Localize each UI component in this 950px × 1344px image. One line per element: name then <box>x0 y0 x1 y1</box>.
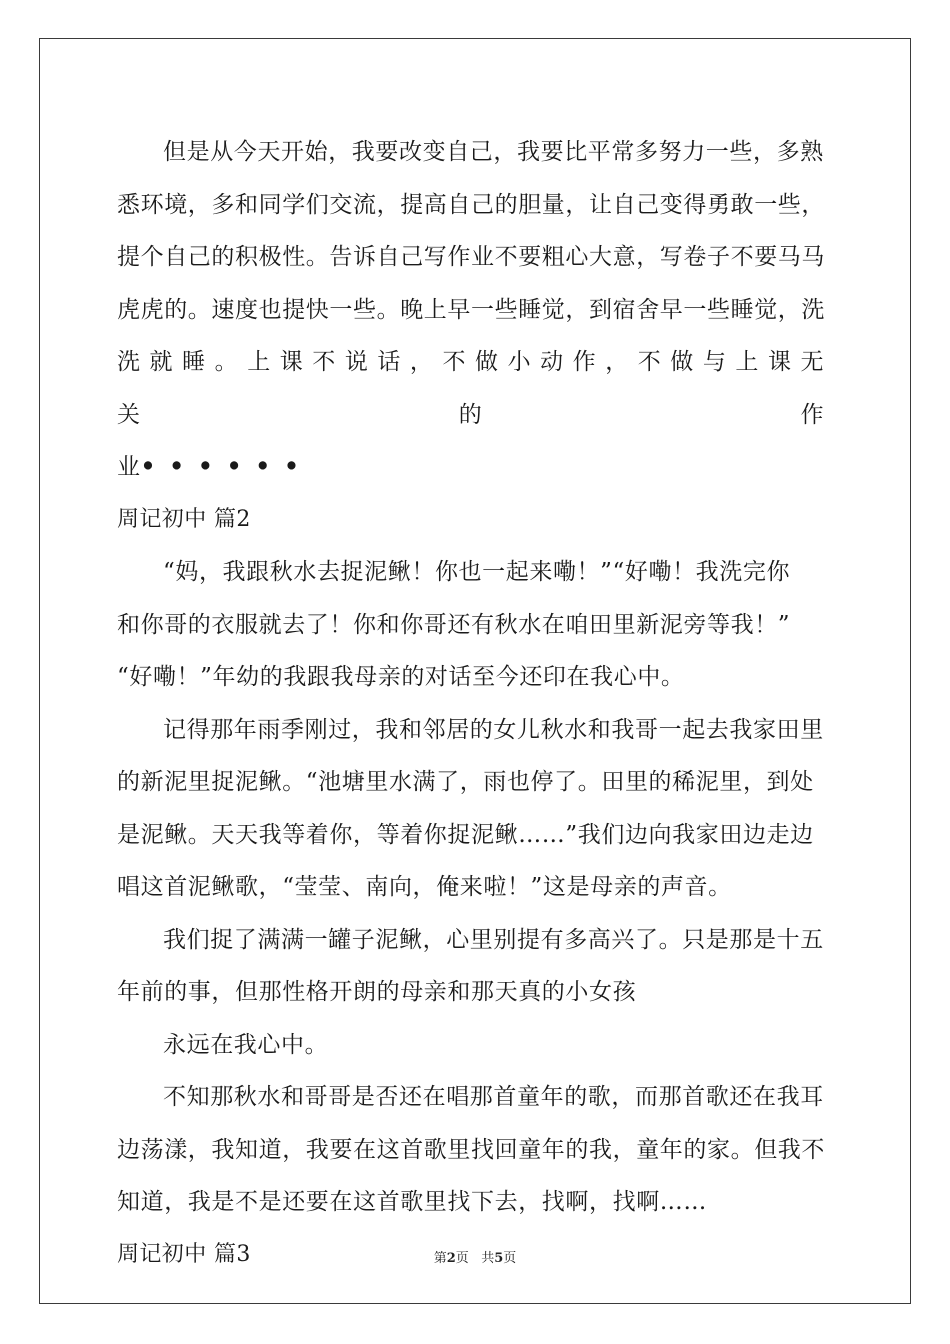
text-line: 不知那秋水和哥哥是否还在唱那首童年的歌，而那首歌还在我耳 <box>163 1084 824 1110</box>
text-line: 但是从今天开始，我要改变自己，我要比平常多努力一些，多熟 <box>163 139 824 165</box>
text-line: 和你哥的衣服就去了！你和你哥还有秋水在咱田里新泥旁等我！” <box>117 611 791 638</box>
text-line-ending <box>117 441 833 494</box>
page-footer <box>0 1247 950 1266</box>
ellipsis-dots: •••••• <box>140 453 313 480</box>
text-line: 洗就睡。上课不说话，不做小动作，不做与上课无关的作 <box>117 349 833 428</box>
text-line: 记得那年雨季刚过，我和邻居的女儿秋水和我哥一起去我家田里 <box>163 716 824 743</box>
footer-mid: 页 共 <box>455 1251 495 1266</box>
paragraph-forever <box>117 1019 833 1072</box>
section-heading-3: 周记初中 篇3 <box>117 1241 251 1267</box>
paragraph-memory <box>117 704 833 914</box>
text-line: 悉环境，多和同学们交流，提高自己的胆量，让自己变得勇敢一些， <box>117 191 825 218</box>
footer-page-number: 2 <box>446 1251 456 1266</box>
text-line: 年前的事，但那性格开朗的母亲和那天真的小女孩 <box>117 979 637 1005</box>
footer-total-pages: 5 <box>494 1251 504 1266</box>
text-line: 虎虎的。速度也提快一些。晚上早一些睡觉，到宿舍早一些睡觉，洗 <box>117 296 825 323</box>
text-line: 的新泥里捉泥鳅。“池塘里水满了，雨也停了。田里的稀泥里，到处 <box>117 769 814 795</box>
text-line: 我们捉了满满一罐子泥鳅，心里别提有多高兴了。只是那是十五 <box>163 926 824 953</box>
paragraph-song <box>117 1071 833 1229</box>
footer-prefix: 第 <box>433 1251 447 1266</box>
text-line: 知道，我是不是还要在这首歌里找下去，找啊，找啊…… <box>117 1189 707 1215</box>
section-heading-2: 周记初中 篇2 <box>117 506 251 532</box>
text-line: 是泥鳅。天天我等着你，等着你捉泥鳅……”我们边向我家田边走边 <box>117 821 814 848</box>
paragraph-self-improvement <box>117 126 833 494</box>
paragraph-dialogue <box>117 546 833 704</box>
document-body <box>117 126 833 1281</box>
paragraph-catch <box>117 914 833 1019</box>
text-line: 提个自己的积极性。告诉自己写作业不要粗心大意，写卷子不要马马 <box>117 244 825 270</box>
last-word: 业 <box>117 454 141 480</box>
text-line: 永远在我心中。 <box>163 1031 329 1058</box>
text-line: “妈，我跟秋水去捉泥鳅！你也一起来嘞！”“好嘞！我洗完你 <box>163 559 791 585</box>
text-line: “好嘞！”年幼的我跟我母亲的对话至今还印在我心中。 <box>117 664 685 690</box>
text-line: 唱这首泥鳅歌，“莹莹、南向，俺来啦！”这是母亲的声音。 <box>117 874 732 900</box>
text-line: 边荡漾，我知道，我要在这首歌里找回童年的我，童年的家。但我不 <box>117 1136 825 1163</box>
footer-suffix: 页 <box>503 1251 517 1266</box>
